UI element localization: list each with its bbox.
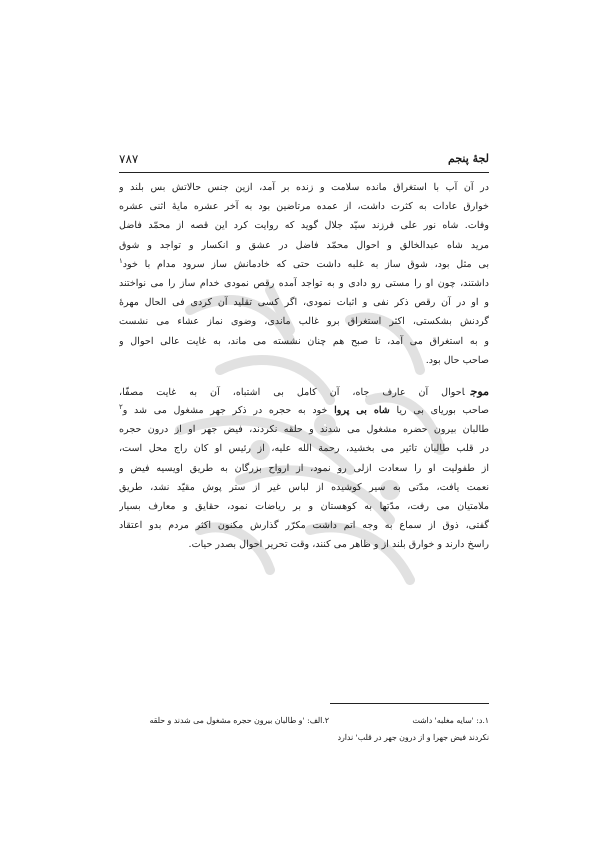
text-line: و به استغراق می آمد، تا صبح هم چنان نشسته می ماند، به غایت عالی احوال و bbox=[119, 335, 489, 347]
text-line: داشتند، چون او را مستی رو دادی و به تواجد آمده رقص نمودی خدام ساز را می نواختند bbox=[119, 277, 489, 289]
text-line-with-footnote bbox=[119, 255, 489, 274]
text-line: و او در آن رقص ذکر نفی و اثبات نمودی، اگر کسی تقلید آن کردی فی الحال مهرۀ bbox=[119, 297, 489, 309]
text-line: راسخ دارند و خوارق بلند از و ظاهر می کنند، وقت تحریر احوال بصدر حیات. bbox=[188, 539, 489, 551]
paragraph-2 bbox=[119, 382, 489, 555]
person-name: شاه بی پروا bbox=[334, 405, 390, 417]
main-text bbox=[119, 178, 489, 555]
text-line: صاحب حال بود. bbox=[425, 354, 489, 366]
text-segment: بی مثل بود، شوق ساز به غلبه داشت حتی که خادمانش ساز سرود مدام با خود bbox=[122, 258, 489, 270]
footnote-ref-1: ۱ bbox=[119, 256, 123, 265]
text-segment: احوال آن عارف جاه، آن کامل بی اشتباه، آن به غایت مصفّا، bbox=[119, 386, 465, 398]
text-line-with-name bbox=[119, 401, 489, 420]
footnote-1: ۱.د: 'سایه مغلبه' داشت bbox=[412, 716, 489, 725]
footnote-2-continued: نکردند فیض جهرا و از درون جهر در قلب' ندارد bbox=[337, 733, 489, 742]
section-heading: موج bbox=[470, 384, 489, 398]
text-line-heading bbox=[119, 382, 489, 401]
footnote-2: ۲.الف: 'و طالبان بیرون حجره مشغول می شدند و حلقه bbox=[149, 716, 329, 725]
text-line: از طفولیت او را سعادت ازلی رو نمود، از ارواح بزرگان به طریق اویسیه فیض و bbox=[119, 462, 489, 474]
text-line: ملامتیان می رفت، مدّتها به کوهستان و بر ریاضات نمود، حقایق و معارف بسیار bbox=[119, 501, 489, 512]
footnote-row bbox=[119, 712, 489, 729]
text-line: نعمت یافت، مدّتی به سیر کوشیده از لباس غیر از ستر پوش مقیّد نشد، طریق bbox=[119, 481, 489, 493]
text-segment: خود به حجره در ذکر جهر مشغول می شد و bbox=[122, 405, 328, 417]
text-line: در قلب طالبان تاثیر می بخشید، رحمة الله علیه، از رئیس او کان راج محل است، bbox=[119, 443, 489, 455]
footnote-rule bbox=[330, 703, 489, 704]
footnotes bbox=[119, 712, 489, 746]
text-line: وفات. شاه نور علی فرزند سیّد جلال گوید که روایت کرد این قصه از محمّد فاضل bbox=[119, 220, 489, 232]
paragraph-1 bbox=[119, 178, 489, 370]
text-line: طالبان بیرون حضره مشغول می شدند و حلقه نکردند، فیض جهر او از درون حجره bbox=[119, 424, 489, 436]
text-line: خوارق عادات به کثرت داشت، از عمده مرتاضین بود به آخر عشره مایۀ اثنی عشره bbox=[119, 201, 489, 213]
text-line: گفتی، ذوق از سماع به وجه اتم داشت مکرّر گذارش مکنون اکثر مردم بدو اعتقاد bbox=[119, 520, 489, 532]
chapter-title: لجۀ پنجم bbox=[448, 152, 489, 165]
footnote-ref-2: ۲ bbox=[119, 402, 123, 411]
text-line: مرید شاه عبدالخالق و احوال محمّد فاضل در عشق و انکسار و تواجد و شوق bbox=[119, 239, 489, 251]
text-line: گردنش بشکستی، اکثر استغراق برو غالب ماندی، وضوی نماز عشاء می نشست bbox=[119, 316, 489, 328]
running-header bbox=[119, 152, 489, 170]
page-number: ۷۸۷ bbox=[119, 152, 139, 166]
text-segment: صاحب بوریای بی ریا bbox=[396, 405, 489, 417]
header-rule bbox=[119, 172, 489, 173]
text-line: در آن آب با استغراق مانده سلامت و زنده بر آمد، ازین جنس حالاتش بس بلند و bbox=[119, 182, 489, 193]
